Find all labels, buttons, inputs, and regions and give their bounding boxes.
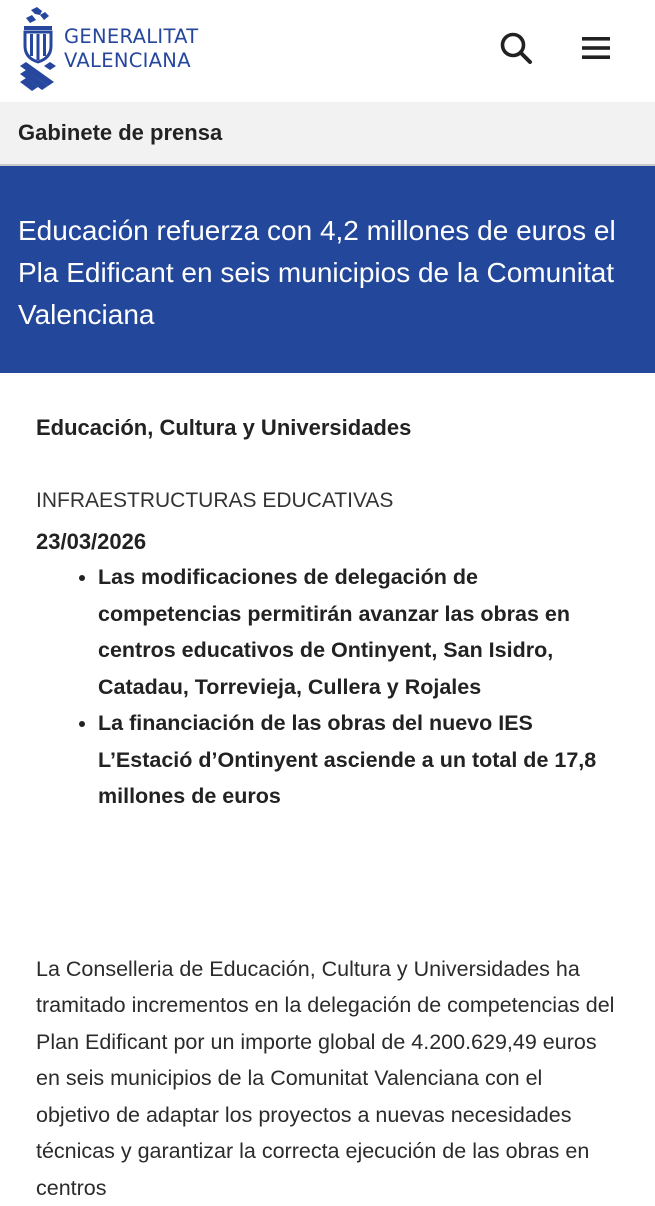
search-icon <box>499 31 533 65</box>
article-hero <box>0 166 655 373</box>
generalitat-emblem-icon <box>18 6 58 92</box>
logo-line-2: VALENCIANA <box>64 49 199 73</box>
hamburger-menu-icon <box>580 34 612 62</box>
highlight-item: • Las modificaciones de delegación de competencias permitirán avanzar las obras en centros educativos de Ontinyent, San Isidro, Catadau, Torrevieja, Cullera y Rojales <box>98 559 619 705</box>
article-content <box>0 411 655 1206</box>
highlight-item: • La financiación de las obras del nuevo IES L’Estació d’Ontinyent asciende a un total de 17,8 millones de euros <box>98 705 619 815</box>
search-button[interactable] <box>496 28 536 68</box>
generalitat-logo[interactable] <box>18 6 199 92</box>
highlights-list <box>36 559 619 815</box>
top-header <box>0 0 655 102</box>
section-bar <box>0 102 655 166</box>
publication-date: 23/03/2026 <box>36 527 619 557</box>
department-label: Educación, Cultura y Universidades <box>36 411 619 445</box>
article-body-paragraph: La Conselleria de Educación, Cultura y Universidades ha tramitado incrementos en la delegación de competencias del Plan Edificant por un importe global de 4.200.629,49 euros en seis municipios de la Comunitat Valenciana con el objetivo de adaptar los proyectos a nuevas necesidades técnicas y garantizar la correcta ejecución de las obras en centros <box>36 951 619 1206</box>
logo-line-1: GENERALITAT <box>64 25 199 49</box>
category-label: INFRAESTRUCTURAS EDUCATIVAS <box>36 487 619 515</box>
menu-button[interactable] <box>576 28 616 68</box>
logo-wordmark <box>64 25 199 73</box>
article-title: Educación refuerza con 4,2 millones de euros el Pla Edificant en seis municipios de la Comunitat Valenciana <box>18 210 637 336</box>
section-title[interactable]: Gabinete de prensa <box>18 120 222 146</box>
